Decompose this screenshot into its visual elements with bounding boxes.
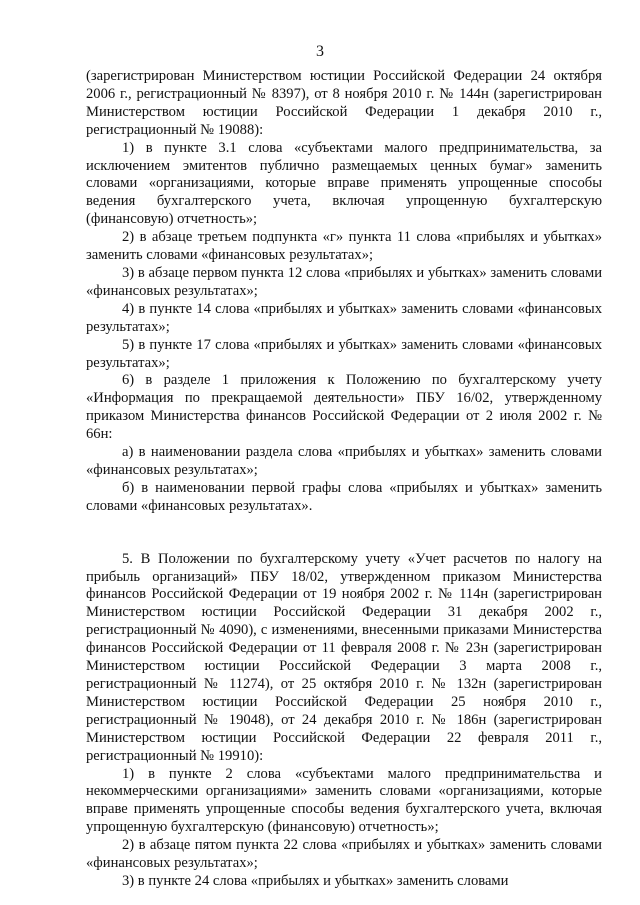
section-spacer: [86, 516, 602, 551]
paragraph-registration-continuation: (зарегистрирован Министерством юстиции Российской Федерации 24 октября 2006 г., регистрационный № 8397), от 8 ноября 2010 г. № 144н (зарегистрирован Министерством юстиции Российской Федерации 1 декабря 2010 г., регистрационный № 19088):: [86, 68, 602, 138]
paragraph-item-6: 6) в разделе 1 приложения к Положению по бухгалтерскому учету «Информация по прекращаемой деятельности» ПБУ 16/02, утвержденному приказом Министерства финансов Российской Федерации от 2 июля 2002 г. № 66н:: [86, 372, 602, 443]
paragraph-subitem-a: а) в наименовании раздела слова «прибылях и убытках» заменить словами «финансовых результатах»;: [86, 444, 602, 478]
paragraph-section-5: 5. В Положении по бухгалтерскому учету «Учет расчетов по налогу на прибыль организаций» ПБУ 18/02, утвержденном приказом Министерства финансов Российской Федерации от 19 ноября 2002 г. № 114н (зарегистрирован Министерством юстиции Российской Федерации 31 декабря 2002 г., регистрационный № 4090), с изменениями, внесенными приказами Министерства финансов Российской Федерации от 11 февраля 2008 г. № 23н (зарегистрирован Министерством юстиции Российской Федерации 3 марта 2008 г., регистрационный № 11274), от 25 октября 2010 г. № 132н (зарегистрирован Министерством юстиции Российской Федерации 25 ноября 2010 г., регистрационный № 19048), от 24 декабря 2010 г. № 186н (зарегистрирован Министерством юстиции Российской Федерации 22 февраля 2011 г., регистрационный № 19910):: [86, 550, 602, 764]
paragraph-subitem-b: б) в наименовании первой графы слова «прибылях и убытках» заменить словами «финансовых результатах».: [86, 479, 602, 514]
paragraph-section-5-item-3: 3) в пункте 24 слова «прибылях и убытках» заменить словами: [122, 872, 509, 889]
paragraph-section-5-item-1: 1) в пункте 2 слова «субъектами малого предпринимательства и некоммерческими организациями» заменить словами «организациями, которые вправе применять упрощенные способы ведения бухгалтерского учета, включая упрощенную бухгалтерскую (финансовую) отчетность»;: [86, 765, 602, 836]
paragraph-item-2: 2) в абзаце третьем подпункта «г» пункта 11 слова «прибылях и убытках» заменить словами «финансовых результатах»;: [86, 229, 602, 264]
paragraph-item-5: 5) в пункте 17 слова «прибылях и убытках» заменить словами «финансовых результатах»;: [86, 336, 602, 371]
paragraph-item-1: 1) в пункте 3.1 слова «субъектами малого предпринимательства, за исключением эмитентов публично размещаемых ценных бумаг» заменить словами «организациями, которые вправе применять упрощенные способы ведения бухгалтерского учета, включая упрощенную бухгалтерскую (финансовую) отчетность»;: [86, 139, 602, 228]
paragraph-section-5-item-2: 2) в абзаце пятом пункта 22 слова «прибылях и убытках» заменить словами «финансовых результатах»;: [86, 837, 602, 872]
document-body: [86, 68, 602, 891]
paragraph-item-4: 4) в пункте 14 слова «прибылях и убытках» заменить словами «финансовых результатах»;: [86, 300, 602, 335]
paragraph-item-3: 3) в абзаце первом пункта 12 слова «прибылях и убытках» заменить словами «финансовых результатах»;: [86, 264, 602, 299]
page-number: 3: [316, 43, 324, 60]
